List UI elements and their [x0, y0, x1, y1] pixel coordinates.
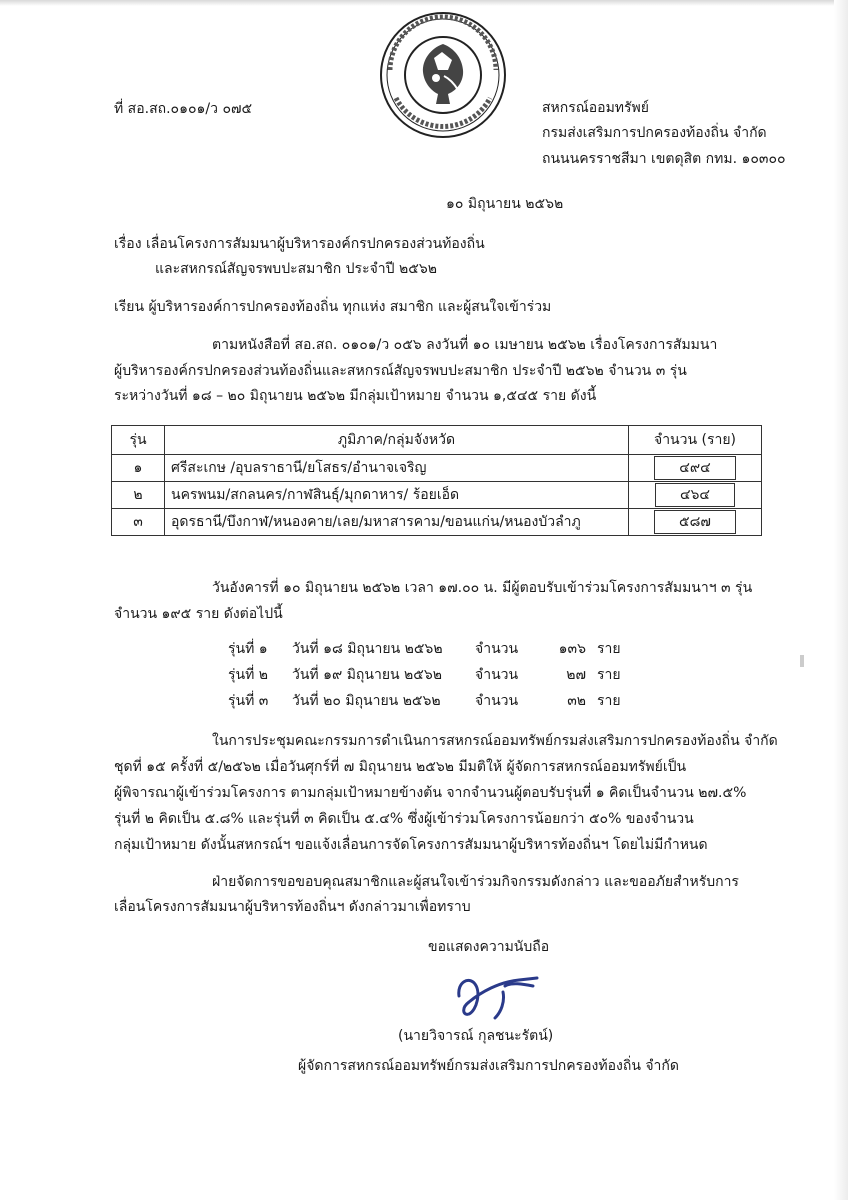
session-amount: ๑๓๖	[558, 641, 586, 657]
session-label: รุ่นที่ ๓	[228, 693, 269, 709]
session-label: รุ่นที่ ๒	[228, 667, 268, 683]
row-provinces: อุดรธานี/บึงกาฬ/หนองคาย/เลย/มหาสารคาม/ขอนแก่น/หนองบัวลำภู	[165, 509, 629, 536]
row-count: ๔๙๔	[654, 456, 735, 480]
para3-line4: รุ่นที่ ๒ คิดเป็น ๕.๘% และรุ่นที่ ๓ คิดเป็น ๕.๔% ซึ่งผู้เข้าร่วมโครงการน้อยกว่า ๕๐% ของจำนวน	[114, 811, 694, 827]
session-date: วันที่ ๒๐ มิถุนายน ๒๕๖๒	[292, 693, 441, 709]
header-batch: รุ่น	[112, 426, 165, 455]
session-unit: ราย	[597, 667, 621, 683]
row-count-cell	[629, 509, 762, 536]
session-unit: ราย	[597, 693, 621, 709]
handwritten-signature	[447, 952, 547, 1022]
session-amount-label: จำนวน	[475, 667, 519, 683]
subject-line-1: เรื่อง เลื่อนโครงการสัมมนาผู้บริหารองค์กรปกครองส่วนท้องถิ่น	[114, 236, 485, 252]
para2-line2: จำนวน ๑๙๕ ราย ดังต่อไปนี้	[114, 606, 283, 622]
para1-line2: ผู้บริหารองค์กรปกครองส่วนท้องถิ่นและสหกรณ์สัญจรพบปะสมาชิก ประจำปี ๒๕๖๒ จำนวน ๓ รุ่น	[114, 363, 687, 379]
para2-line1: วันอังคารที่ ๑๐ มิถุนายน ๒๕๖๒ เวลา ๑๗.๐๐ น. มีผู้ตอบรับเข้าร่วมโครงการสัมมนาฯ ๓ รุ่น	[212, 580, 753, 596]
table-row	[112, 455, 762, 482]
para3-line1: ในการประชุมคณะกรรมการดำเนินการสหกรณ์ออมทรัพย์กรมส่งเสริมการปกครองท้องถิ่น จำกัด	[212, 733, 778, 749]
para3-line3: ผู้พิจารณาผู้เข้าร่วมโครงการ ตามกลุ่มเป้าหมายข้างต้น จากจำนวนผู้ตอบรับรุ่นที่ ๑ คิดเป็นจำนวน ๒๗.๕%	[114, 785, 747, 801]
session-date: วันที่ ๑๘ มิถุนายน ๒๕๖๒	[292, 641, 443, 657]
sender-line-1: สหกรณ์ออมทรัพย์	[542, 100, 649, 116]
table-row	[112, 509, 762, 536]
page-right-edge	[834, 0, 848, 1200]
recipient: เรียน ผู้บริหารองค์การปกครองท้องถิ่น ทุกแห่ง สมาชิก และผู้สนใจเข้าร่วม	[114, 299, 552, 315]
session-amount-label: จำนวน	[475, 693, 519, 709]
row-count-cell	[629, 482, 762, 509]
letter-date: ๑๐ มิถุนายน ๒๕๖๒	[446, 196, 564, 212]
signer-title: ผู้จัดการสหกรณ์ออมทรัพย์กรมส่งเสริมการปกครองท้องถิ่น จำกัด	[298, 1058, 679, 1074]
table-header-row	[112, 426, 762, 455]
row-batch: ๓	[112, 509, 165, 536]
row-count: ๔๖๔	[655, 483, 735, 507]
signer-name: (นายวิจารณ์ กุลชนะรัตน์)	[398, 1028, 554, 1044]
session-label: รุ่นที่ ๑	[228, 641, 268, 657]
para1-line1: ตามหนังสือที่ สอ.สถ. ๐๑๐๑/ว ๐๕๖ ลงวันที่ ๑๐ เมษายน ๒๕๖๒ เรื่องโครงการสัมมนา	[212, 337, 718, 353]
para4-line2: เลื่อนโครงการสัมมนาผู้บริหารท้องถิ่นฯ ดังกล่าวมาเพื่อทราบ	[114, 899, 471, 915]
header-region: ภูมิภาค/กลุ่มจังหวัด	[165, 426, 629, 455]
header-count: จำนวน (ราย)	[629, 426, 762, 455]
session-date: วันที่ ๑๙ มิถุนายน ๒๕๖๒	[292, 667, 443, 683]
row-batch: ๒	[112, 482, 165, 509]
closing: ขอแสดงความนับถือ	[428, 939, 550, 955]
sender-address: ถนนนครราชสีมา เขตดุสิต กทม. ๑๐๓๐๐	[542, 151, 786, 167]
para3-line5: กลุ่มเป้าหมาย ดังนั้นสหกรณ์ฯ ขอแจ้งเลื่อนการจัดโครงการสัมมนาผู้บริหารท้องถิ่นฯ โดยไม่มีกำหนด	[114, 837, 708, 853]
scan-mark	[800, 655, 804, 667]
para4-line1: ฝ่ายจัดการขอขอบคุณสมาชิกและผู้สนใจเข้าร่วมกิจกรรมดังกล่าว และขออภัยสำหรับการ	[212, 874, 739, 890]
target-group-table	[111, 425, 762, 536]
page-top-edge	[0, 0, 848, 6]
document-number: ที่ สอ.สถ.๐๑๐๑/ว ๐๗๕	[114, 101, 253, 117]
subject-line-2: และสหกรณ์สัญจรพบปะสมาชิก ประจำปี ๒๕๖๒	[155, 261, 437, 277]
session-amount: ๓๒	[567, 693, 586, 709]
row-count: ๕๘๗	[654, 510, 736, 534]
row-count-cell	[629, 455, 762, 482]
table-row	[112, 482, 762, 509]
para3-line2: ชุดที่ ๑๕ ครั้งที่ ๕/๒๕๖๒ เมื่อวันศุกร์ที่ ๗ มิถุนายน ๒๕๖๒ มีมติให้ ผู้จัดการสหกรณ์ออมทรัพย์เป็น	[114, 759, 687, 775]
session-unit: ราย	[597, 641, 621, 657]
session-amount-label: จำนวน	[475, 641, 519, 657]
row-batch: ๑	[112, 455, 165, 482]
row-provinces: นครพนม/สกลนคร/กาฬสินธุ์/มุกดาหาร/ ร้อยเอ็ด	[165, 482, 629, 509]
session-amount: ๒๗	[566, 667, 586, 683]
sender-line-2: กรมส่งเสริมการปกครองท้องถิ่น จำกัด	[542, 125, 767, 141]
row-provinces: ศรีสะเกษ /อุบลราธานี/ยโสธร/อำนาจเจริญ	[165, 455, 629, 482]
cooperative-seal-logo	[376, 8, 510, 142]
para1-line3: ระหว่างวันที่ ๑๘ – ๒๐ มิถุนายน ๒๕๖๒ มีกลุ่มเป้าหมาย จำนวน ๑,๕๔๕ ราย ดังนี้	[114, 388, 597, 404]
